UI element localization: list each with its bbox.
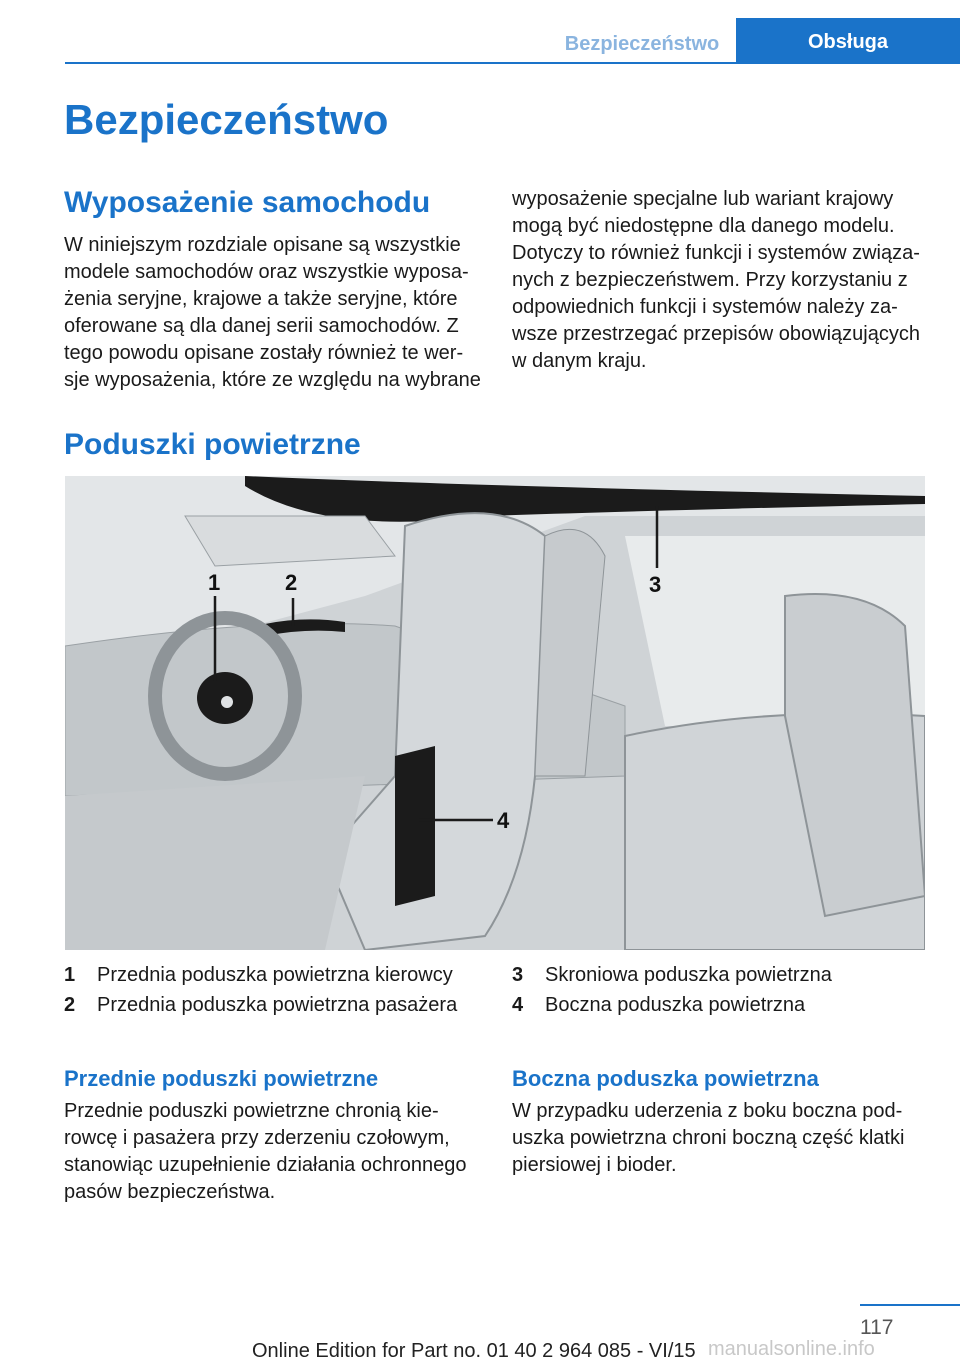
text-line: rowcę i pasażera przy zderzeniu czołowym,	[64, 1127, 450, 1149]
callout-2: 2	[285, 570, 298, 595]
figure-legend-right	[512, 960, 832, 1020]
text-line: piersiowej i bioder.	[512, 1154, 677, 1176]
legend-text: Skroniowa poduszka powietrzna	[545, 964, 832, 986]
text-line: pasów bezpieczeństwa.	[64, 1181, 276, 1203]
page-title: Bezpieczeństwo	[64, 96, 389, 143]
text-line: wsze przestrzegać przepisów obowiązujących	[512, 323, 920, 345]
tab-operation[interactable]: Obsługa	[736, 18, 960, 62]
watermark: manualsonline.info	[708, 1338, 875, 1360]
text-line: odpowiednich funkcji i systemów należy za‐	[512, 296, 898, 318]
legend-text: Przednia poduszka powietrzna kierowcy	[97, 964, 453, 986]
edition-text: Online Edition for Part no. 01 40 2 964 085 - VI/15	[252, 1340, 696, 1362]
text-line: nych z bezpieczeństwem. Przy korzystaniu z	[512, 269, 908, 291]
text-line: mogą być niedostępne dla danego modelu.	[512, 215, 895, 237]
text-line: żenia seryjne, krajowe a także seryjne, które	[64, 288, 458, 310]
side-airbag-text	[512, 1098, 932, 1179]
text-line: w danym kraju.	[512, 350, 647, 372]
callout-4: 4	[497, 808, 510, 833]
text-line: oferowane są dla danej serii samochodów. Z	[64, 315, 459, 337]
text-line: uszka powietrzna chroni boczną część klatki	[512, 1127, 905, 1149]
front-airbags-text	[64, 1098, 484, 1206]
figure-legend-left	[64, 960, 457, 1020]
legend-text: Boczna poduszka powietrzna	[545, 994, 806, 1016]
callout-3: 3	[649, 572, 662, 597]
text-line: sje wyposażenia, które ze względu na wybrane	[64, 369, 481, 391]
legend-number: 1	[64, 964, 76, 986]
text-line: modele samochodów oraz wszystkie wyposa‐	[64, 261, 469, 283]
equipment-heading: Wyposażenie samochodu	[64, 186, 431, 219]
airbags-heading: Poduszki powietrzne	[64, 428, 361, 461]
legend-number: 3	[512, 964, 524, 986]
page-number: 117	[860, 1316, 894, 1339]
text-line: Dotyczy to również funkcji i systemów związa‐	[512, 242, 920, 264]
legend-number: 2	[64, 994, 76, 1016]
callout-1: 1	[208, 570, 221, 595]
text-line: stanowiąc uzupełnienie działania ochronnego	[64, 1154, 467, 1176]
front-airbags-heading: Przednie poduszki powietrzne	[64, 1066, 379, 1091]
text-line: wyposażenie specjalne lub wariant krajowy	[512, 188, 894, 210]
side-airbag-heading: Boczna poduszka powietrzna	[512, 1066, 819, 1091]
equipment-text-left	[64, 232, 484, 394]
legend-text: Przednia poduszka powietrzna pasażera	[97, 994, 458, 1016]
legend-item	[512, 960, 832, 990]
car-interior-illustration	[65, 476, 925, 950]
equipment-text-right	[512, 186, 932, 375]
tab-section-safety[interactable]: Bezpieczeństwo	[564, 33, 720, 55]
legend-item	[512, 990, 832, 1020]
legend-number: 4	[512, 994, 524, 1016]
text-line: W niniejszym rozdziale opisane są wszystkie	[64, 234, 461, 256]
footer-divider	[860, 1304, 960, 1306]
text-line: W przypadku uderzenia z boku boczna pod‐	[512, 1100, 903, 1122]
text-line: tego powodu opisane zostały również te wer‐	[64, 342, 464, 364]
legend-item	[64, 990, 457, 1020]
legend-item	[64, 960, 457, 990]
text-line: Przednie poduszki powietrzne chronią kie‐	[64, 1100, 439, 1122]
header-divider	[65, 62, 960, 64]
